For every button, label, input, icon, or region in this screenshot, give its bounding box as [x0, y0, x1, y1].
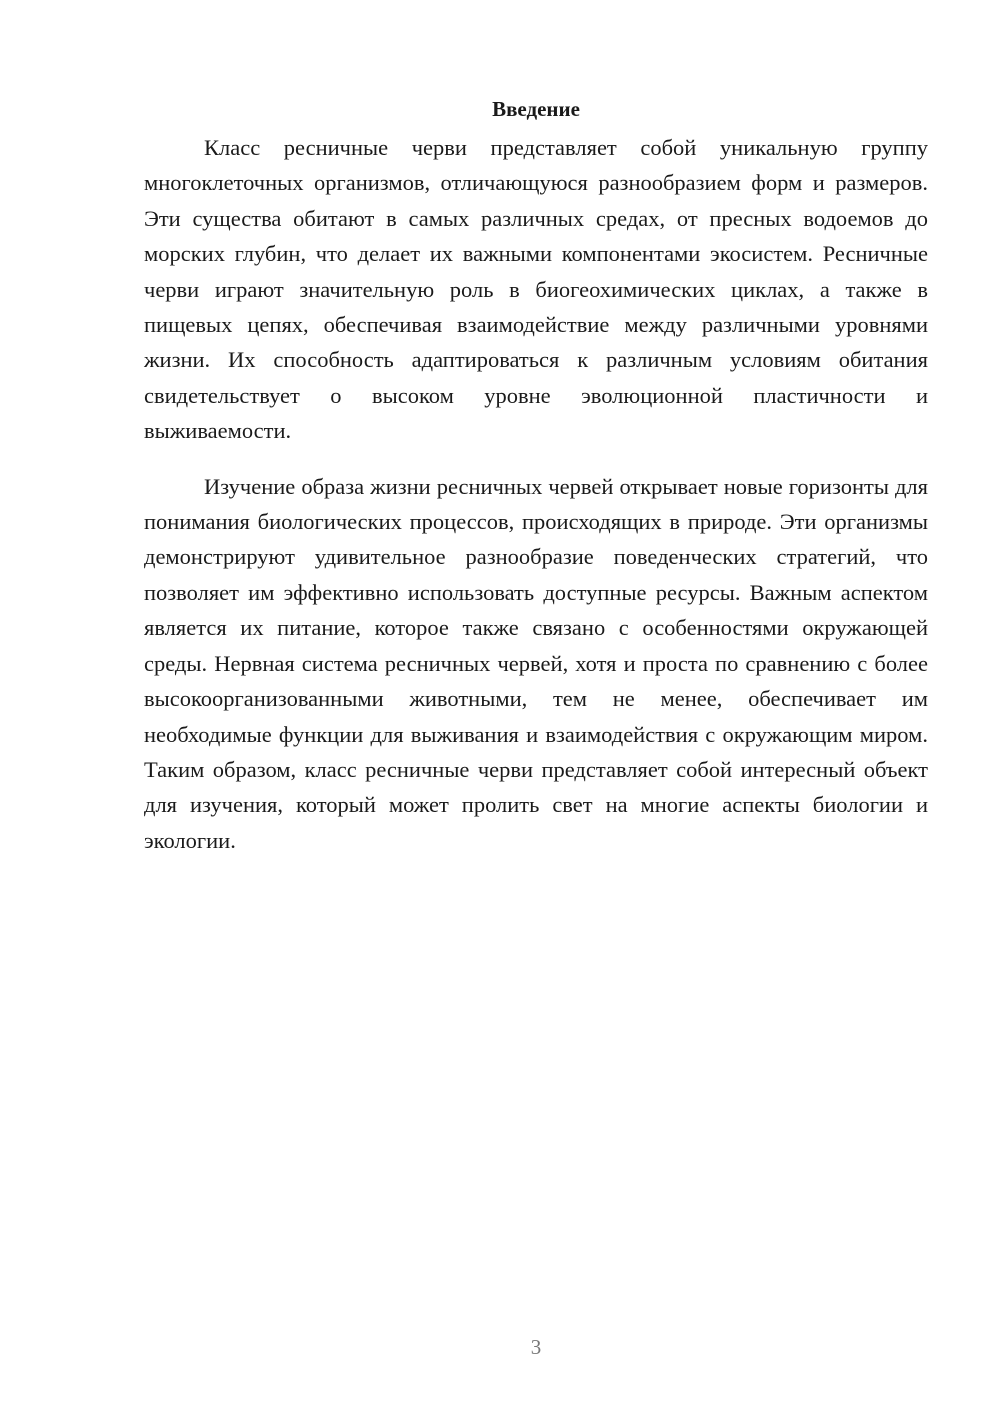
paragraph-2: Изучение образа жизни ресничных червей открывает новые горизонты для понимания биологических процессов, происходящих в природе. Эти организмы демонстрируют удивительное разнообразие поведенческих стратегий, что позволяет им эффективно использовать доступные ресурсы. Важным аспектом является их питание, которое также связано с особенностями окружающей среды. Нервная система ресничных червей, хотя и проста по сравнению с более высокоорганизованными животными, тем не менее, обеспечивает им необходимые функции для выживания и взаимодействия с окружающим миром. Таким образом, класс ресничные черви представляет собой интересный объект для изучения, который может пролить свет на многие аспекты биологии и экологии. — [144, 473, 928, 853]
paragraph-1: Класс ресничные черви представляет собой уникальную группу многоклеточных организмов, отличающуюся разнообразием форм и размеров. Эти существа обитают в самых различных средах, от пресных водоемов до морских глубин, что делает их важными компонентами экосистем. Ресничные черви играют значительную роль в биогеохимических циклах, а также в пищевых цепях, обеспечивая взаимодействие между различными уровнями жизни. Их способность адаптироваться к различным условиям обитания свидетельствует о высоком уровне эволюционной пластичности и выживаемости. — [144, 135, 928, 444]
section-heading: Введение — [492, 97, 580, 121]
page-content — [144, 92, 928, 858]
page-number: 3 — [530, 1335, 542, 1359]
